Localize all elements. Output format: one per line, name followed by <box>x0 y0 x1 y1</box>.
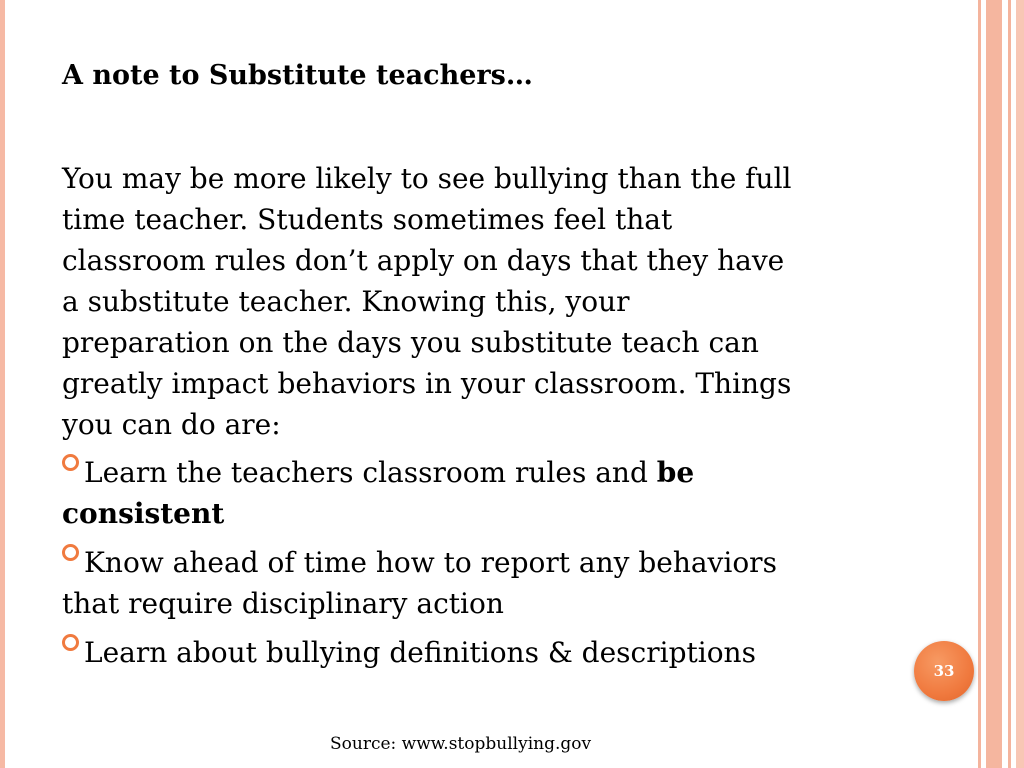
decorative-stripe-right-1 <box>978 0 981 768</box>
bullet-text: Learn the teachers classroom rules and <box>84 456 657 489</box>
body-line: You may be more likely to see bullying than the full <box>62 162 792 195</box>
body-paragraph <box>62 158 892 445</box>
bullet-text: that require disciplinary action <box>62 587 504 620</box>
bullet-list <box>62 452 942 681</box>
decorative-stripe-right-4 <box>1016 0 1024 768</box>
bullet-text: Learn about bullying definitions & descriptions <box>84 636 756 669</box>
page-number-badge <box>914 641 974 701</box>
bullet-bold-text: consistent <box>62 497 225 530</box>
bullet-line <box>62 632 942 673</box>
source-citation: Source: www.stopbullying.gov <box>330 734 592 754</box>
bullet-item <box>62 542 942 624</box>
decorative-stripe-left <box>0 0 5 768</box>
slide-title: A note to Substitute teachers… <box>62 60 533 91</box>
ring-bullet-icon <box>62 544 79 561</box>
bullet-item <box>62 632 942 673</box>
body-line: time teacher. Students sometimes feel that <box>62 203 673 236</box>
decorative-stripe-right-3 <box>1008 0 1011 768</box>
body-line: you can do are: <box>62 408 281 441</box>
bullet-line <box>62 452 942 493</box>
body-line: greatly impact behaviors in your classroom. Things <box>62 367 792 400</box>
bullet-item <box>62 452 942 534</box>
page-number: 33 <box>933 662 955 680</box>
decorative-stripe-right-2 <box>986 0 1002 768</box>
ring-bullet-icon <box>62 454 79 471</box>
bullet-line <box>62 542 942 583</box>
ring-bullet-icon <box>62 634 79 651</box>
body-line: preparation on the days you substitute teach can <box>62 326 759 359</box>
body-line: a substitute teacher. Knowing this, your <box>62 285 630 318</box>
bullet-bold-text: be <box>656 456 695 489</box>
bullet-text: Know ahead of time how to report any behaviors <box>84 546 777 579</box>
body-line: classroom rules don’t apply on days that they have <box>62 244 785 277</box>
